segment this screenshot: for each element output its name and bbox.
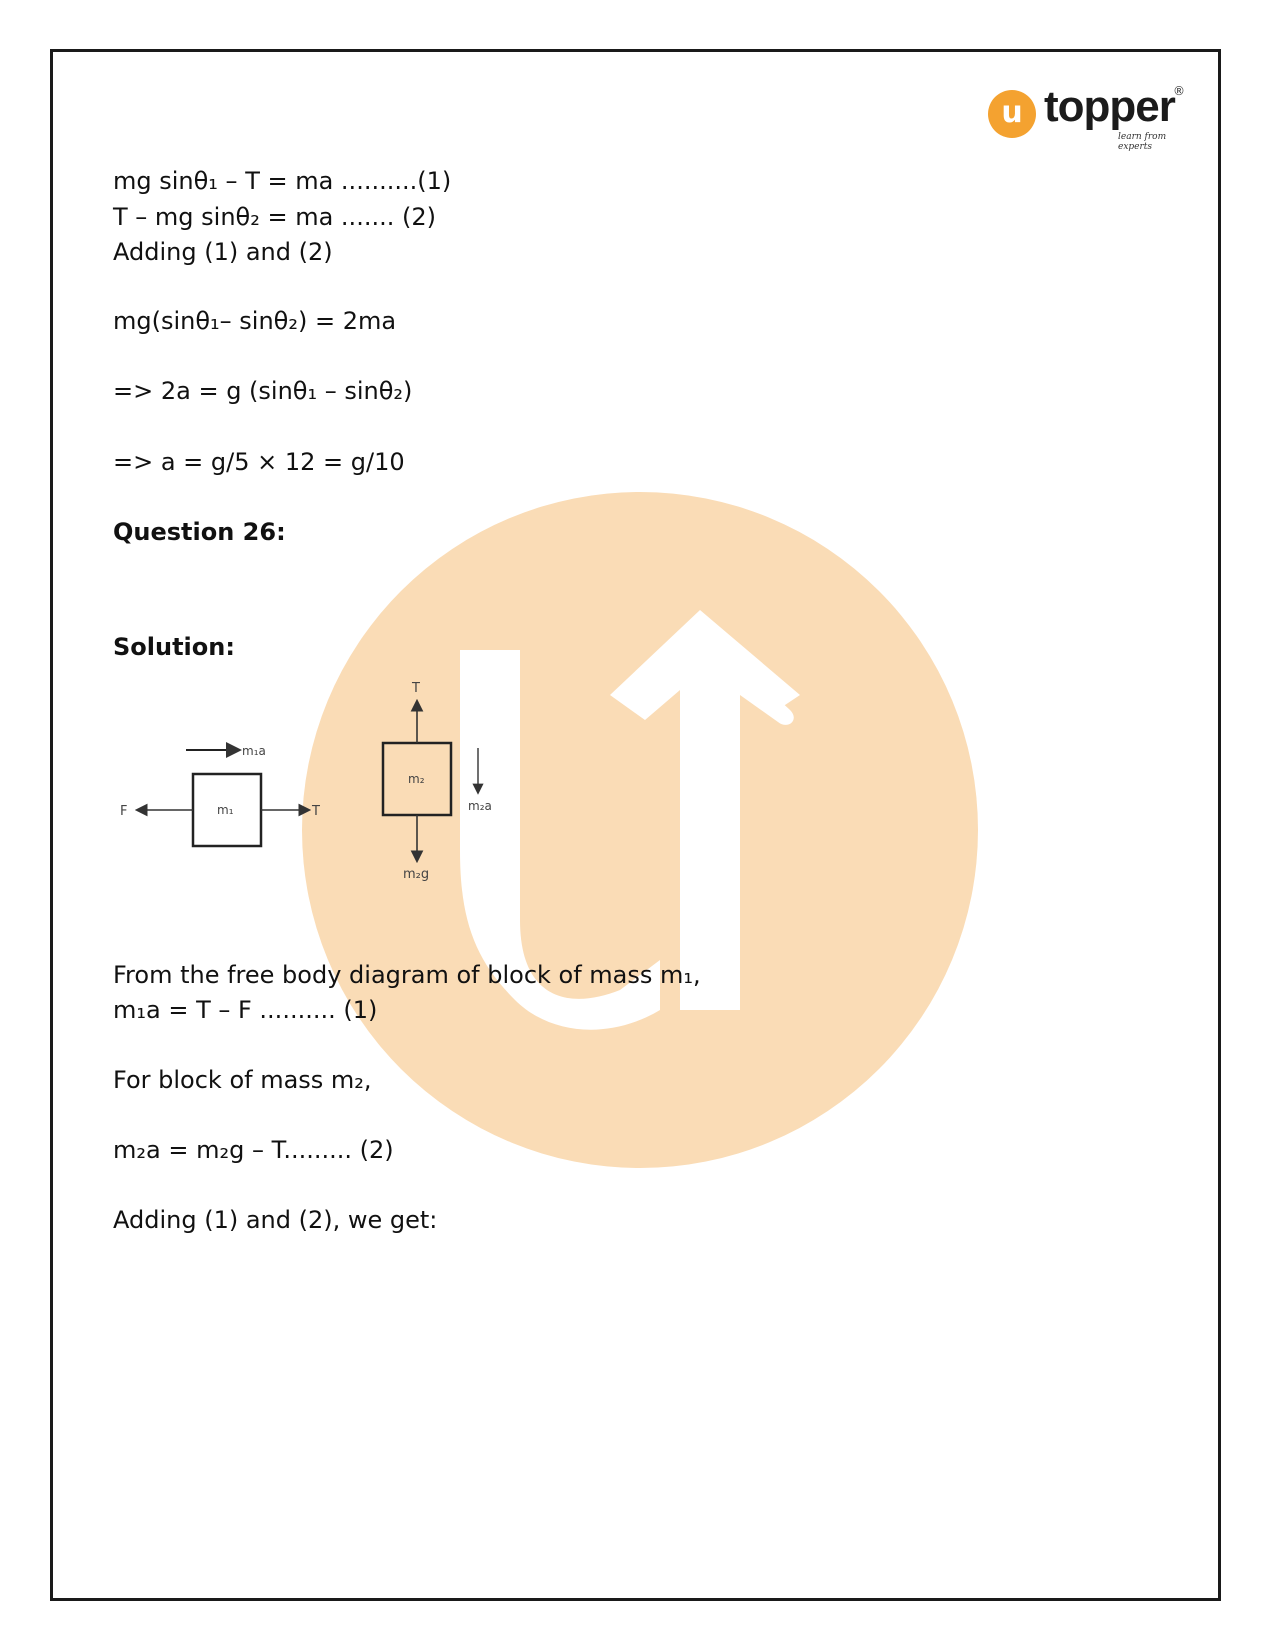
question-heading: Question 26: (113, 518, 286, 546)
equation-line: m₁a = T – F .......... (1) (113, 996, 378, 1024)
m2a-label: m₂a (468, 799, 492, 813)
free-body-diagram (118, 681, 538, 940)
m1a-label: m₁a (242, 744, 266, 758)
logo-tagline: learn from experts (1118, 132, 1167, 152)
equation-line: => a = g/5 × 12 = g/10 (113, 448, 405, 476)
logo-wordmark: topper (1044, 82, 1175, 131)
solution-heading: Solution: (113, 633, 235, 661)
T1-label: T (312, 804, 320, 819)
logo-registered-mark: ® (1173, 84, 1185, 98)
equation-line: m₂a = m₂g – T......... (2) (113, 1136, 394, 1164)
text-line: From the free body diagram of block of mass m₁, (113, 961, 701, 989)
text-line: Adding (1) and (2) (113, 238, 333, 266)
equation-line: T – mg sinθ₂ = ma ....... (2) (113, 203, 436, 231)
equation-line: mg sinθ₁ – T = ma ..........(1) (113, 167, 452, 195)
brand-logo (988, 82, 1188, 152)
text-line: Adding (1) and (2), we get: (113, 1206, 438, 1234)
text-line: For block of mass m₂, (113, 1066, 372, 1094)
equation-line: => 2a = g (sinθ₁ – sinθ₂) (113, 377, 413, 405)
m2g-label: m₂g (403, 867, 430, 882)
m2-label: m₂ (408, 772, 425, 786)
F-label: F (120, 804, 128, 819)
T2-label: T (412, 681, 420, 696)
logo-badge-icon: u (988, 90, 1036, 138)
equation-line: mg(sinθ₁– sinθ₂) = 2ma (113, 307, 397, 335)
m1-label: m₁ (217, 803, 234, 817)
